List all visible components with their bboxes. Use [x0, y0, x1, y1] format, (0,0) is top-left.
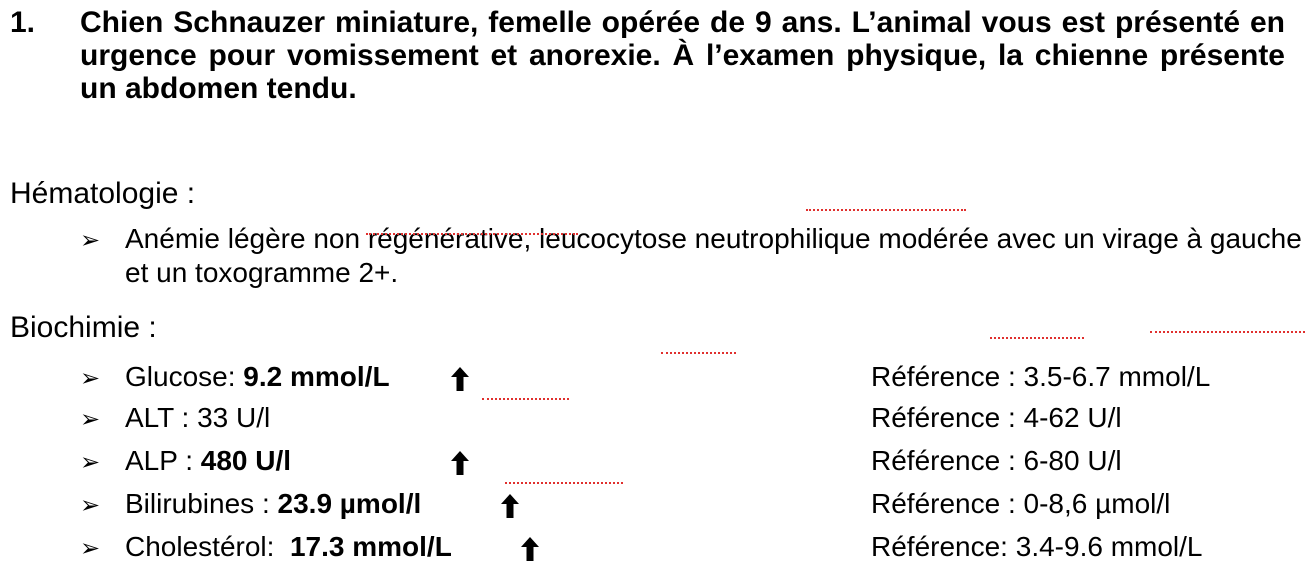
- reference-range: Référence : 0-8,6 µmol/l: [871, 488, 1171, 519]
- lab-row-cholesterol: [80, 530, 452, 566]
- lab-row-alt: [80, 401, 270, 437]
- up-arrow-icon: [520, 536, 540, 562]
- hematology-bullet: [80, 222, 1316, 290]
- question-text: Chien Schnauzer miniature, femelle opérée de 9 ans. L’animal vous est présenté en urgence pour vomissement et anorexie. À l’examen physique, la chienne présente un abdomen tendu.: [80, 6, 1285, 105]
- lab-name: Glucose:: [125, 361, 244, 392]
- arrow-bullet-icon: ➢: [80, 406, 101, 433]
- arrow-bullet-icon: ➢: [80, 365, 101, 392]
- spellcheck-underline: [661, 352, 736, 354]
- lab-name: ALP :: [125, 445, 201, 476]
- reference-range: Référence: 3.4-9.6 mmol/L: [871, 531, 1203, 562]
- spellcheck-underline: [806, 209, 966, 211]
- question-block: [10, 6, 1285, 105]
- lab-row-glucose: [80, 360, 390, 396]
- spellcheck-underline: [366, 233, 578, 235]
- reference-range: Référence : 4-62 U/l: [871, 402, 1122, 433]
- arrow-bullet-icon: ➢: [80, 227, 101, 254]
- arrow-bullet-icon: ➢: [80, 535, 101, 562]
- reference-range: Référence : 6-80 U/l: [871, 445, 1122, 476]
- up-arrow-icon: [450, 366, 470, 392]
- lab-value: 17.3 mmol/L: [289, 531, 452, 562]
- up-arrow-icon: [450, 450, 470, 476]
- arrow-bullet-icon: ➢: [80, 449, 101, 476]
- spellcheck-underline: [505, 482, 623, 484]
- spellcheck-underline: [1150, 331, 1305, 333]
- reference-range: Référence : 3.5-6.7 mmol/L: [871, 361, 1211, 392]
- hematology-heading: Hématologie :: [10, 177, 196, 210]
- lab-value: 9.2 mmol/L: [243, 361, 390, 392]
- lab-name: Cholestérol:: [125, 531, 290, 562]
- spellcheck-underline: [482, 398, 569, 400]
- biochemistry-heading: Biochimie :: [10, 311, 157, 344]
- up-arrow-icon: [500, 493, 520, 519]
- lab-value: 23.9 µmol/l: [277, 488, 422, 519]
- lab-row-bilirubin: [80, 487, 421, 523]
- hematology-text: Anémie légère non régénérative, leucocytose neutrophilique modérée avec un virage à gauche et un toxogramme 2+.: [125, 223, 1302, 288]
- lab-name: ALT : 33 U/l: [125, 402, 271, 433]
- lab-value: 480 U/l: [200, 445, 292, 476]
- question-number: 1.: [10, 6, 36, 39]
- lab-row-alp: [80, 444, 291, 480]
- arrow-bullet-icon: ➢: [80, 492, 101, 519]
- spellcheck-underline: [990, 337, 1084, 339]
- lab-name: Bilirubines :: [125, 488, 278, 519]
